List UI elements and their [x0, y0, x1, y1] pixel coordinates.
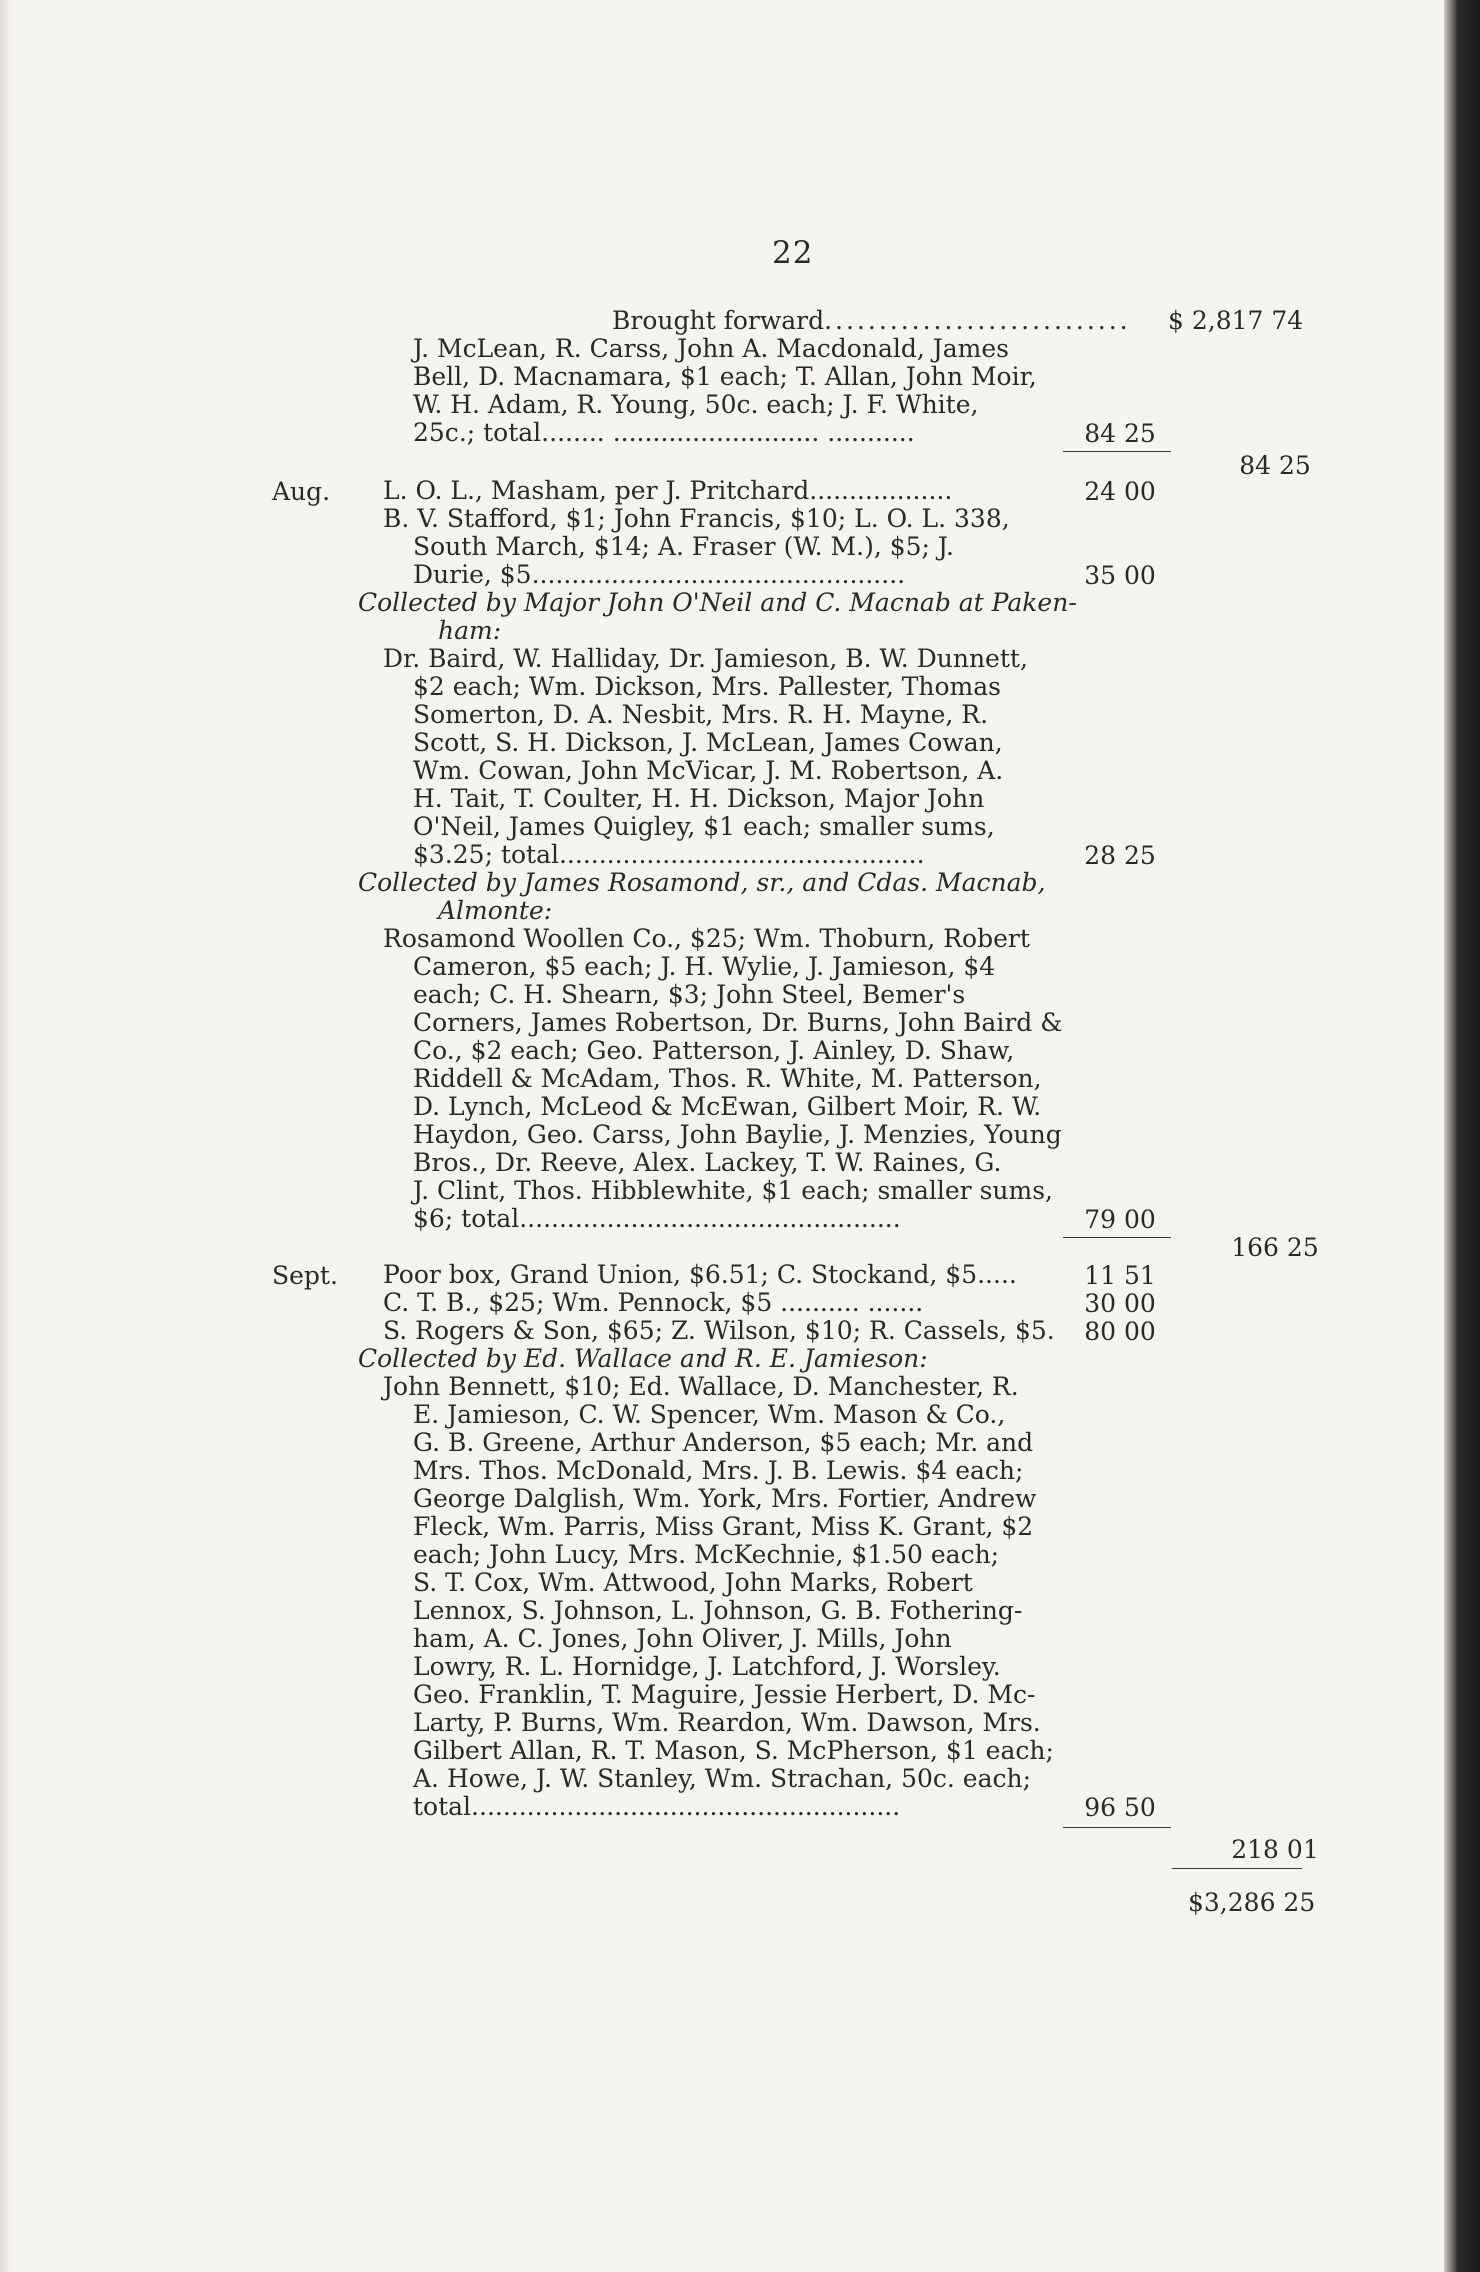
entry-amount: 35 00 — [1084, 561, 1156, 590]
entry-amount: 96 50 — [1084, 1793, 1156, 1822]
sum-rule — [1063, 1237, 1171, 1238]
entry-line: Corners, James Robertson, Dr. Burns, John Baird & — [413, 1008, 1063, 1037]
entry-line: S. T. Cox, Wm. Attwood, John Marks, Robert — [413, 1568, 973, 1597]
entry-line: each; John Lucy, Mrs. McKechnie, $1.50 each; — [413, 1540, 1000, 1569]
entry-line: George Dalglish, Wm. York, Mrs. Fortier, Andrew — [413, 1484, 1037, 1513]
entry-amount: 28 25 — [1084, 841, 1156, 870]
brought-forward-leader: ............................ — [824, 306, 1131, 335]
entry-ctb — [383, 1289, 1058, 1317]
sum-rule — [1063, 451, 1171, 452]
entry-amount: 11 51 — [1084, 1261, 1156, 1290]
entry-line: D. Lynch, McLeod & McEwan, Gilbert Moir, R. W. — [413, 1092, 1042, 1121]
entry-line: Durie, $5............................................... — [413, 560, 906, 589]
brought-forward-label: Brought forward — [612, 306, 825, 335]
entry-line: Cameron, $5 each; J. H. Wylie, J. Jamieson, $4 — [413, 952, 996, 981]
entry-line: total...................................................... — [413, 1792, 901, 1821]
collection-heading-line: Collected by Major John O'Neil and C. Macnab at Paken- — [358, 588, 1077, 617]
entry-line: Wm. Cowan, John McVicar, J. M. Robertson, A. — [413, 756, 1004, 785]
entry-line: C. T. B., $25; Wm. Pennock, $5 .......... ....... — [383, 1288, 924, 1317]
sum-rule — [1063, 1827, 1171, 1828]
entry-almonte — [383, 924, 1063, 1233]
entry-line: Rosamond Woollen Co., $25; Wm. Thoburn, Robert — [383, 924, 1030, 953]
collection-heading-wallace — [358, 1345, 1033, 1373]
entry-amount: 24 00 — [1084, 477, 1156, 506]
entry-amount: 80 00 — [1084, 1317, 1156, 1346]
entry-line: Lowry, R. L. Hornidge, J. Latchford, J. Worsley. — [413, 1652, 1001, 1681]
brought-forward-amount: $ 2,817 74 — [1168, 306, 1304, 335]
entry-line: each; C. H. Shearn, $3; John Steel, Bemer's — [413, 980, 966, 1009]
entry-line: 25c.; total........ .......................... ........... — [413, 418, 915, 447]
entry-wallace — [383, 1373, 1058, 1821]
collection-heading-line: Collected by Ed. Wallace and R. E. Jamieson: — [358, 1344, 928, 1373]
entry-stafford — [383, 505, 1058, 589]
entry-line: A. Howe, J. W. Stanley, Wm. Strachan, 50c. each; — [413, 1764, 1032, 1793]
entry-line: Poor box, Grand Union, $6.51; C. Stockand, $5..... — [383, 1260, 1017, 1289]
brought-forward-row — [612, 307, 1131, 335]
entry-line: S. Rogers & Son, $65; Z. Wilson, $10; R. Cassels, $5. — [383, 1316, 1055, 1345]
subtotal-amount: 84 25 — [1239, 451, 1311, 480]
entry-poor-box — [383, 1261, 1058, 1289]
entry-line: Riddell & McAdam, Thos. R. White, M. Patterson, — [413, 1064, 1042, 1093]
entry-line: Geo. Franklin, T. Maguire, Jessie Herbert, D. Mc- — [413, 1680, 1036, 1709]
entry-line: Scott, S. H. Dickson, J. McLean, James Cowan, — [413, 728, 1003, 757]
page-edge-left — [0, 0, 10, 2272]
entry-line: Haydon, Geo. Carss, John Baylie, J. Menzies, Young — [413, 1120, 1062, 1149]
entry-line: Fleck, Wm. Parris, Miss Grant, Miss K. Grant, $2 — [413, 1512, 1034, 1541]
entry-line: Bell, D. Macnamara, $1 each; T. Allan, John Moir, — [413, 362, 1037, 391]
entry-line: L. O. L., Masham, per J. Pritchard.................. — [383, 476, 953, 505]
grand-total: $3,286 25 — [1188, 1888, 1316, 1917]
month-label: Sept. — [272, 1261, 338, 1290]
subtotal-amount: 218 01 — [1231, 1835, 1319, 1864]
entry-line: Dr. Baird, W. Halliday, Dr. Jamieson, B. W. Dunnett, — [383, 644, 1028, 673]
entry-line: $2 each; Wm. Dickson, Mrs. Pallester, Thomas — [413, 672, 1001, 701]
subtotal-amount: 166 25 — [1231, 1233, 1319, 1262]
entry-line: Larty, P. Burns, Wm. Reardon, Wm. Dawson, Mrs. — [413, 1708, 1041, 1737]
entry-line: Bros., Dr. Reeve, Alex. Lackey, T. W. Raines, G. — [413, 1148, 1002, 1177]
entry-line: B. V. Stafford, $1; John Francis, $10; L. O. L. 338, — [383, 504, 1010, 533]
collection-heading-almonte — [358, 868, 1046, 925]
entry-amount: 84 25 — [1084, 419, 1156, 448]
collection-heading-pakenham — [358, 588, 1077, 645]
entry-amount: 79 00 — [1084, 1205, 1156, 1234]
month-label: Aug. — [272, 477, 331, 506]
entry-line: J. McLean, R. Carss, John A. Macdonald, James — [413, 334, 1010, 363]
entry-mclean — [383, 335, 1058, 447]
entry-line: Gilbert Allan, R. T. Mason, S. McPherson, $1 each; — [413, 1736, 1054, 1765]
entry-line: Lennox, S. Johnson, L. Johnson, G. B. Fothering- — [413, 1596, 1023, 1625]
grand-total-rule — [1172, 1868, 1302, 1869]
entry-line: Somerton, D. A. Nesbit, Mrs. R. H. Mayne, R. — [413, 700, 989, 729]
entry-line: ham, A. C. Jones, John Oliver, J. Mills, John — [413, 1624, 952, 1653]
entry-line: Co., $2 each; Geo. Patterson, J. Ainley, D. Shaw, — [413, 1036, 1015, 1065]
entry-line: John Bennett, $10; Ed. Wallace, D. Manchester, R. — [383, 1372, 1019, 1401]
entry-line: H. Tait, T. Coulter, H. H. Dickson, Major John — [413, 784, 985, 813]
entry-line: $3.25; total.............................................. — [413, 840, 925, 869]
entry-line: W. H. Adam, R. Young, 50c. each; J. F. White, — [413, 390, 979, 419]
page-number: 22 — [772, 235, 814, 271]
collection-heading-line: ham: — [438, 616, 502, 645]
collection-heading-line: Collected by James Rosamond, sr., and Cdas. Macnab, — [358, 868, 1046, 897]
entry-pakenham — [383, 645, 1058, 869]
entry-line: South March, $14; A. Fraser (W. M.), $5; J. — [413, 532, 954, 561]
entry-line: G. B. Greene, Arthur Anderson, $5 each; Mr. and — [413, 1428, 1034, 1457]
entry-lol-masham — [383, 477, 1058, 505]
entry-line: $6; total................................................ — [413, 1204, 901, 1233]
entry-line: J. Clint, Thos. Hibblewhite, $1 each; smaller sums, — [413, 1176, 1053, 1205]
book-spine-shadow — [1444, 0, 1480, 2272]
entry-line: E. Jamieson, C. W. Spencer, Wm. Mason & Co., — [413, 1400, 1006, 1429]
collection-heading-line: Almonte: — [438, 896, 553, 925]
entry-line: O'Neil, James Quigley, $1 each; smaller sums, — [413, 812, 995, 841]
entry-rogers — [383, 1317, 1058, 1345]
entry-amount: 30 00 — [1084, 1289, 1156, 1318]
entry-line: Mrs. Thos. McDonald, Mrs. J. B. Lewis. $4 each; — [413, 1456, 1024, 1485]
